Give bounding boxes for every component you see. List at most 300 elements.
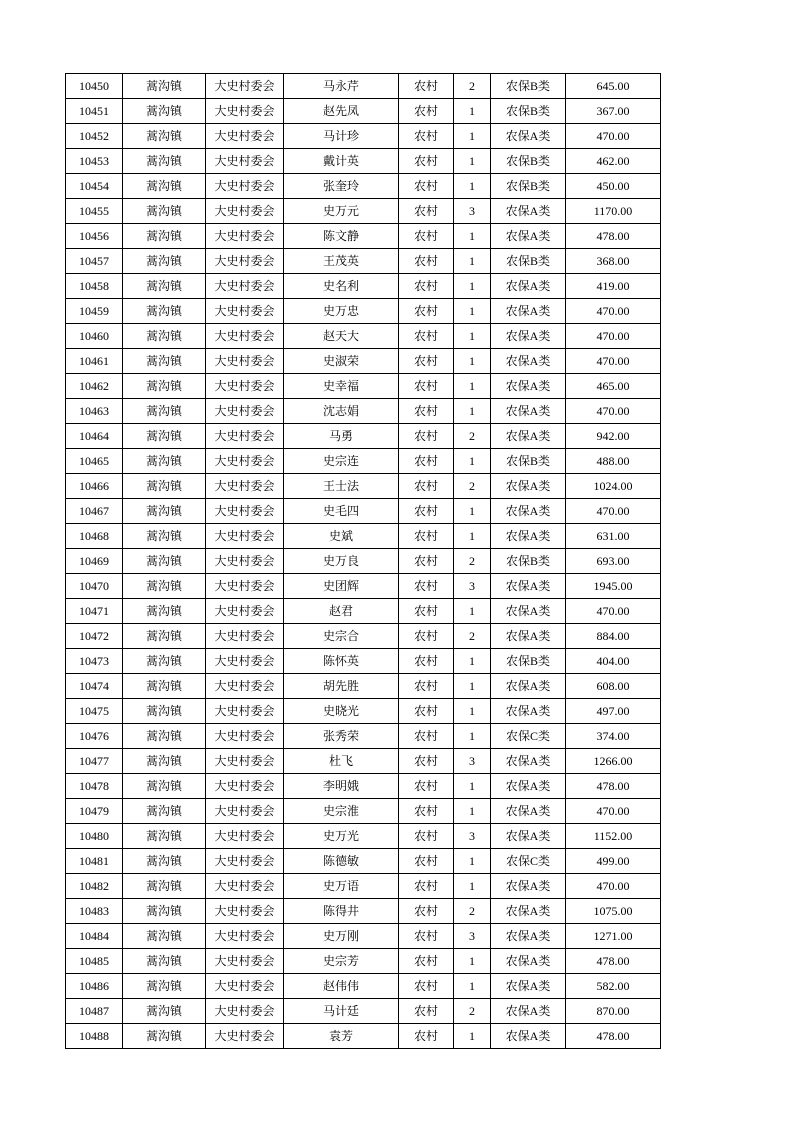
table-cell: 大史村委会 xyxy=(206,1024,284,1049)
table-cell: 大史村委会 xyxy=(206,874,284,899)
table-cell: 1075.00 xyxy=(566,899,661,924)
table-row xyxy=(66,624,661,649)
table-cell: 史晓光 xyxy=(284,699,399,724)
table-cell: 农保A类 xyxy=(491,524,566,549)
table-row xyxy=(66,574,661,599)
table-cell: 农村 xyxy=(399,299,454,324)
table-cell: 10485 xyxy=(66,949,123,974)
table-row xyxy=(66,874,661,899)
table-cell: 农村 xyxy=(399,524,454,549)
table-cell: 10466 xyxy=(66,474,123,499)
table-cell: 大史村委会 xyxy=(206,799,284,824)
table-cell: 470.00 xyxy=(566,299,661,324)
table-cell: 蒿沟镇 xyxy=(123,549,206,574)
table-cell: 农保A类 xyxy=(491,324,566,349)
table-cell: 374.00 xyxy=(566,724,661,749)
table-cell: 赵天大 xyxy=(284,324,399,349)
table-row xyxy=(66,974,661,999)
table-cell: 1 xyxy=(454,699,491,724)
table-cell: 马永芹 xyxy=(284,74,399,99)
table-cell: 蒿沟镇 xyxy=(123,724,206,749)
table-cell: 470.00 xyxy=(566,349,661,374)
table-cell: 大史村委会 xyxy=(206,674,284,699)
table-row xyxy=(66,474,661,499)
table-cell: 478.00 xyxy=(566,949,661,974)
table-row xyxy=(66,499,661,524)
table-cell: 蒿沟镇 xyxy=(123,474,206,499)
table-row xyxy=(66,99,661,124)
table-cell: 史毛四 xyxy=(284,499,399,524)
table-cell: 农村 xyxy=(399,924,454,949)
table-cell: 农保A类 xyxy=(491,199,566,224)
table-cell: 大史村委会 xyxy=(206,249,284,274)
table-cell: 农保A类 xyxy=(491,399,566,424)
table-cell: 大史村委会 xyxy=(206,224,284,249)
table-cell: 蒿沟镇 xyxy=(123,799,206,824)
table-cell: 沈志娟 xyxy=(284,399,399,424)
table-cell: 农村 xyxy=(399,174,454,199)
table-cell: 袁芳 xyxy=(284,1024,399,1049)
table-row xyxy=(66,374,661,399)
table-cell: 10467 xyxy=(66,499,123,524)
table-cell: 1 xyxy=(454,224,491,249)
table-cell: 10458 xyxy=(66,274,123,299)
table-cell: 农保A类 xyxy=(491,424,566,449)
table-cell: 大史村委会 xyxy=(206,349,284,374)
table-cell: 农村 xyxy=(399,599,454,624)
table-cell: 631.00 xyxy=(566,524,661,549)
table-cell: 10465 xyxy=(66,449,123,474)
table-cell: 农村 xyxy=(399,1024,454,1049)
table-cell: 1 xyxy=(454,99,491,124)
table-cell: 蒿沟镇 xyxy=(123,99,206,124)
table-cell: 农保A类 xyxy=(491,674,566,699)
table-cell: 农村 xyxy=(399,749,454,774)
table-cell: 农村 xyxy=(399,874,454,899)
table-cell: 蒿沟镇 xyxy=(123,249,206,274)
table-cell: 农保A类 xyxy=(491,474,566,499)
table-cell: 10473 xyxy=(66,649,123,674)
table-cell: 蒿沟镇 xyxy=(123,74,206,99)
table-cell: 农保A类 xyxy=(491,624,566,649)
table-cell: 蒿沟镇 xyxy=(123,499,206,524)
table-cell: 蒿沟镇 xyxy=(123,149,206,174)
table-row xyxy=(66,174,661,199)
table-cell: 大史村委会 xyxy=(206,324,284,349)
table-cell: 大史村委会 xyxy=(206,499,284,524)
table-cell: 470.00 xyxy=(566,124,661,149)
table-cell: 史宗淮 xyxy=(284,799,399,824)
table-row xyxy=(66,899,661,924)
table-row xyxy=(66,724,661,749)
table-cell: 农保B类 xyxy=(491,74,566,99)
table-cell: 1 xyxy=(454,724,491,749)
table-cell: 史万语 xyxy=(284,874,399,899)
table-cell: 农保A类 xyxy=(491,949,566,974)
table-cell: 10478 xyxy=(66,774,123,799)
table-cell: 1 xyxy=(454,399,491,424)
table-row xyxy=(66,224,661,249)
table-cell: 农村 xyxy=(399,399,454,424)
table-cell: 1 xyxy=(454,449,491,474)
table-row xyxy=(66,449,661,474)
table-cell: 10484 xyxy=(66,924,123,949)
table-row xyxy=(66,349,661,374)
table-cell: 蒿沟镇 xyxy=(123,749,206,774)
table-row xyxy=(66,649,661,674)
table-cell: 10463 xyxy=(66,399,123,424)
table-cell: 蒿沟镇 xyxy=(123,574,206,599)
table-cell: 10486 xyxy=(66,974,123,999)
table-cell: 农村 xyxy=(399,849,454,874)
table-cell: 农村 xyxy=(399,724,454,749)
table-row xyxy=(66,274,661,299)
table-cell: 蒿沟镇 xyxy=(123,324,206,349)
table-cell: 1 xyxy=(454,774,491,799)
table-cell: 王士法 xyxy=(284,474,399,499)
table-cell: 农村 xyxy=(399,574,454,599)
table-row xyxy=(66,324,661,349)
table-cell: 大史村委会 xyxy=(206,424,284,449)
table-cell: 农村 xyxy=(399,674,454,699)
table-cell: 赵君 xyxy=(284,599,399,624)
table-cell: 蒿沟镇 xyxy=(123,649,206,674)
table-cell: 10460 xyxy=(66,324,123,349)
table-cell: 693.00 xyxy=(566,549,661,574)
table-cell: 大史村委会 xyxy=(206,124,284,149)
table-row xyxy=(66,124,661,149)
table-row xyxy=(66,249,661,274)
table-cell: 史万元 xyxy=(284,199,399,224)
table-cell: 10488 xyxy=(66,1024,123,1049)
table-cell: 农村 xyxy=(399,74,454,99)
table-cell: 农村 xyxy=(399,549,454,574)
table-cell: 10471 xyxy=(66,599,123,624)
table-cell: 499.00 xyxy=(566,849,661,874)
table-cell: 419.00 xyxy=(566,274,661,299)
table-cell: 农村 xyxy=(399,424,454,449)
table-row xyxy=(66,749,661,774)
table-row xyxy=(66,524,661,549)
table-row xyxy=(66,674,661,699)
table-cell: 农村 xyxy=(399,374,454,399)
table-cell: 大史村委会 xyxy=(206,749,284,774)
table-cell: 大史村委会 xyxy=(206,649,284,674)
table-cell: 农保A类 xyxy=(491,924,566,949)
table-cell: 1 xyxy=(454,1024,491,1049)
table-cell: 10472 xyxy=(66,624,123,649)
table-cell: 史团辉 xyxy=(284,574,399,599)
table-cell: 农保C类 xyxy=(491,724,566,749)
table-row xyxy=(66,74,661,99)
table-cell: 1 xyxy=(454,649,491,674)
table-cell: 1945.00 xyxy=(566,574,661,599)
table-cell: 蒿沟镇 xyxy=(123,399,206,424)
table-cell: 农村 xyxy=(399,224,454,249)
table-row xyxy=(66,949,661,974)
table-cell: 农村 xyxy=(399,699,454,724)
table-cell: 497.00 xyxy=(566,699,661,724)
table-cell: 10452 xyxy=(66,124,123,149)
table-cell: 1271.00 xyxy=(566,924,661,949)
table-cell: 史万刚 xyxy=(284,924,399,949)
table-cell: 1 xyxy=(454,149,491,174)
table-cell: 10470 xyxy=(66,574,123,599)
table-cell: 1 xyxy=(454,274,491,299)
table-cell: 1170.00 xyxy=(566,199,661,224)
table-cell: 杜飞 xyxy=(284,749,399,774)
table-cell: 农村 xyxy=(399,649,454,674)
table-cell: 1 xyxy=(454,974,491,999)
table-cell: 368.00 xyxy=(566,249,661,274)
table-cell: 大史村委会 xyxy=(206,374,284,399)
table-cell: 大史村委会 xyxy=(206,849,284,874)
table-cell: 农保B类 xyxy=(491,174,566,199)
table-cell: 3 xyxy=(454,199,491,224)
table-cell: 2 xyxy=(454,999,491,1024)
table-cell: 农保B类 xyxy=(491,149,566,174)
table-cell: 史宗芳 xyxy=(284,949,399,974)
table-cell: 农村 xyxy=(399,824,454,849)
table-cell: 450.00 xyxy=(566,174,661,199)
table-row xyxy=(66,199,661,224)
table-cell: 农村 xyxy=(399,774,454,799)
table-cell: 2 xyxy=(454,624,491,649)
table-cell: 史斌 xyxy=(284,524,399,549)
table-cell: 465.00 xyxy=(566,374,661,399)
table-cell: 10453 xyxy=(66,149,123,174)
table-row xyxy=(66,599,661,624)
table-cell: 农村 xyxy=(399,274,454,299)
table-cell: 大史村委会 xyxy=(206,99,284,124)
table-cell: 陈怀英 xyxy=(284,649,399,674)
table-cell: 3 xyxy=(454,749,491,774)
table-cell: 10480 xyxy=(66,824,123,849)
table-cell: 3 xyxy=(454,574,491,599)
table-cell: 蒿沟镇 xyxy=(123,349,206,374)
table-cell: 大史村委会 xyxy=(206,274,284,299)
table-cell: 942.00 xyxy=(566,424,661,449)
table-cell: 农保A类 xyxy=(491,1024,566,1049)
table-cell: 大史村委会 xyxy=(206,199,284,224)
table-row xyxy=(66,424,661,449)
table-cell: 470.00 xyxy=(566,874,661,899)
table-cell: 蒿沟镇 xyxy=(123,424,206,449)
table-cell: 农保A类 xyxy=(491,299,566,324)
table-cell: 蒿沟镇 xyxy=(123,949,206,974)
table-cell: 10459 xyxy=(66,299,123,324)
table-row xyxy=(66,999,661,1024)
table-cell: 蒿沟镇 xyxy=(123,699,206,724)
table-cell: 农保A类 xyxy=(491,499,566,524)
table-cell: 582.00 xyxy=(566,974,661,999)
table-cell: 蒿沟镇 xyxy=(123,824,206,849)
table-cell: 大史村委会 xyxy=(206,624,284,649)
table-cell: 大史村委会 xyxy=(206,949,284,974)
table-cell: 404.00 xyxy=(566,649,661,674)
table-cell: 2 xyxy=(454,74,491,99)
table-cell: 1 xyxy=(454,674,491,699)
table-cell: 史万光 xyxy=(284,824,399,849)
table-cell: 470.00 xyxy=(566,799,661,824)
table-cell: 1 xyxy=(454,799,491,824)
table-cell: 10450 xyxy=(66,74,123,99)
table-cell: 史万忠 xyxy=(284,299,399,324)
table-cell: 1 xyxy=(454,349,491,374)
table-cell: 农保A类 xyxy=(491,224,566,249)
table-cell: 1 xyxy=(454,524,491,549)
table-cell: 史名利 xyxy=(284,274,399,299)
table-cell: 胡先胜 xyxy=(284,674,399,699)
table-cell: 农村 xyxy=(399,949,454,974)
table-cell: 蒿沟镇 xyxy=(123,174,206,199)
table-cell: 蒿沟镇 xyxy=(123,774,206,799)
table-cell: 大史村委会 xyxy=(206,824,284,849)
table-row xyxy=(66,799,661,824)
table-cell: 蒿沟镇 xyxy=(123,274,206,299)
table-cell: 470.00 xyxy=(566,324,661,349)
table-cell: 1024.00 xyxy=(566,474,661,499)
table-cell: 农保A类 xyxy=(491,349,566,374)
table-cell: 蒿沟镇 xyxy=(123,874,206,899)
table-cell: 1 xyxy=(454,374,491,399)
table-cell: 农保A类 xyxy=(491,799,566,824)
table-cell: 农村 xyxy=(399,249,454,274)
table-row xyxy=(66,774,661,799)
table-cell: 史淑荣 xyxy=(284,349,399,374)
table-cell: 史宗连 xyxy=(284,449,399,474)
table-cell: 戴计英 xyxy=(284,149,399,174)
table-body xyxy=(66,74,661,1049)
table-cell: 赵先凤 xyxy=(284,99,399,124)
table-cell: 10462 xyxy=(66,374,123,399)
table-row xyxy=(66,1024,661,1049)
table-cell: 农保A类 xyxy=(491,599,566,624)
table-cell: 农保B类 xyxy=(491,99,566,124)
table-cell: 大史村委会 xyxy=(206,174,284,199)
table-cell: 农村 xyxy=(399,324,454,349)
table-cell: 3 xyxy=(454,824,491,849)
table-cell: 农村 xyxy=(399,199,454,224)
table-cell: 蒿沟镇 xyxy=(123,1024,206,1049)
table-cell: 10477 xyxy=(66,749,123,774)
table-cell: 大史村委会 xyxy=(206,449,284,474)
table-cell: 2 xyxy=(454,474,491,499)
table-cell: 史幸福 xyxy=(284,374,399,399)
table-cell: 赵伟伟 xyxy=(284,974,399,999)
table-row xyxy=(66,849,661,874)
table-cell: 蒿沟镇 xyxy=(123,674,206,699)
table-cell: 张奎玲 xyxy=(284,174,399,199)
table-cell: 蒿沟镇 xyxy=(123,624,206,649)
table-cell: 大史村委会 xyxy=(206,299,284,324)
table-cell: 1266.00 xyxy=(566,749,661,774)
table-cell: 1 xyxy=(454,949,491,974)
table-cell: 农保A类 xyxy=(491,974,566,999)
table-cell: 陈得井 xyxy=(284,899,399,924)
table-row xyxy=(66,149,661,174)
table-cell: 478.00 xyxy=(566,774,661,799)
table-cell: 蒿沟镇 xyxy=(123,924,206,949)
table-cell: 大史村委会 xyxy=(206,599,284,624)
table-cell: 1 xyxy=(454,874,491,899)
table-cell: 大史村委会 xyxy=(206,74,284,99)
table-cell: 蒿沟镇 xyxy=(123,999,206,1024)
table-cell: 2 xyxy=(454,424,491,449)
table-cell: 农村 xyxy=(399,349,454,374)
table-cell: 462.00 xyxy=(566,149,661,174)
table-cell: 陈文静 xyxy=(284,224,399,249)
table-cell: 1152.00 xyxy=(566,824,661,849)
table-cell: 大史村委会 xyxy=(206,699,284,724)
table-cell: 农保A类 xyxy=(491,824,566,849)
table-cell: 大史村委会 xyxy=(206,724,284,749)
table-cell: 大史村委会 xyxy=(206,574,284,599)
table-cell: 蒿沟镇 xyxy=(123,199,206,224)
table-cell: 大史村委会 xyxy=(206,524,284,549)
table-cell: 367.00 xyxy=(566,99,661,124)
table-cell: 10483 xyxy=(66,899,123,924)
table-cell: 10482 xyxy=(66,874,123,899)
table-cell: 农村 xyxy=(399,499,454,524)
table-cell: 农保B类 xyxy=(491,649,566,674)
table-row xyxy=(66,924,661,949)
table-cell: 870.00 xyxy=(566,999,661,1024)
table-cell: 史宗合 xyxy=(284,624,399,649)
table-cell: 2 xyxy=(454,899,491,924)
table-cell: 蒿沟镇 xyxy=(123,124,206,149)
table-cell: 884.00 xyxy=(566,624,661,649)
table-cell: 10487 xyxy=(66,999,123,1024)
table-cell: 马计廷 xyxy=(284,999,399,1024)
table-cell: 10457 xyxy=(66,249,123,274)
table-cell: 蒿沟镇 xyxy=(123,299,206,324)
table-cell: 农保A类 xyxy=(491,124,566,149)
table-cell: 大史村委会 xyxy=(206,399,284,424)
table-cell: 农村 xyxy=(399,899,454,924)
table-cell: 蒿沟镇 xyxy=(123,374,206,399)
table-cell: 10474 xyxy=(66,674,123,699)
table-cell: 农保A类 xyxy=(491,374,566,399)
table-cell: 488.00 xyxy=(566,449,661,474)
table-cell: 蒿沟镇 xyxy=(123,849,206,874)
table-cell: 农村 xyxy=(399,974,454,999)
table-cell: 10451 xyxy=(66,99,123,124)
table-row xyxy=(66,549,661,574)
table-cell: 农保A类 xyxy=(491,699,566,724)
table-cell: 10479 xyxy=(66,799,123,824)
table-cell: 蒿沟镇 xyxy=(123,599,206,624)
table-cell: 2 xyxy=(454,549,491,574)
table-cell: 农保A类 xyxy=(491,274,566,299)
table-cell: 马计珍 xyxy=(284,124,399,149)
table-cell: 1 xyxy=(454,499,491,524)
table-row xyxy=(66,824,661,849)
table-cell: 大史村委会 xyxy=(206,974,284,999)
table-cell: 农村 xyxy=(399,799,454,824)
table-cell: 470.00 xyxy=(566,599,661,624)
table-cell: 10456 xyxy=(66,224,123,249)
table-cell: 史万良 xyxy=(284,549,399,574)
table-cell: 478.00 xyxy=(566,224,661,249)
table-cell: 1 xyxy=(454,599,491,624)
table-cell: 1 xyxy=(454,324,491,349)
table-cell: 农村 xyxy=(399,99,454,124)
table-cell: 农村 xyxy=(399,624,454,649)
table-cell: 蒿沟镇 xyxy=(123,974,206,999)
table-cell: 470.00 xyxy=(566,399,661,424)
table-cell: 大史村委会 xyxy=(206,999,284,1024)
